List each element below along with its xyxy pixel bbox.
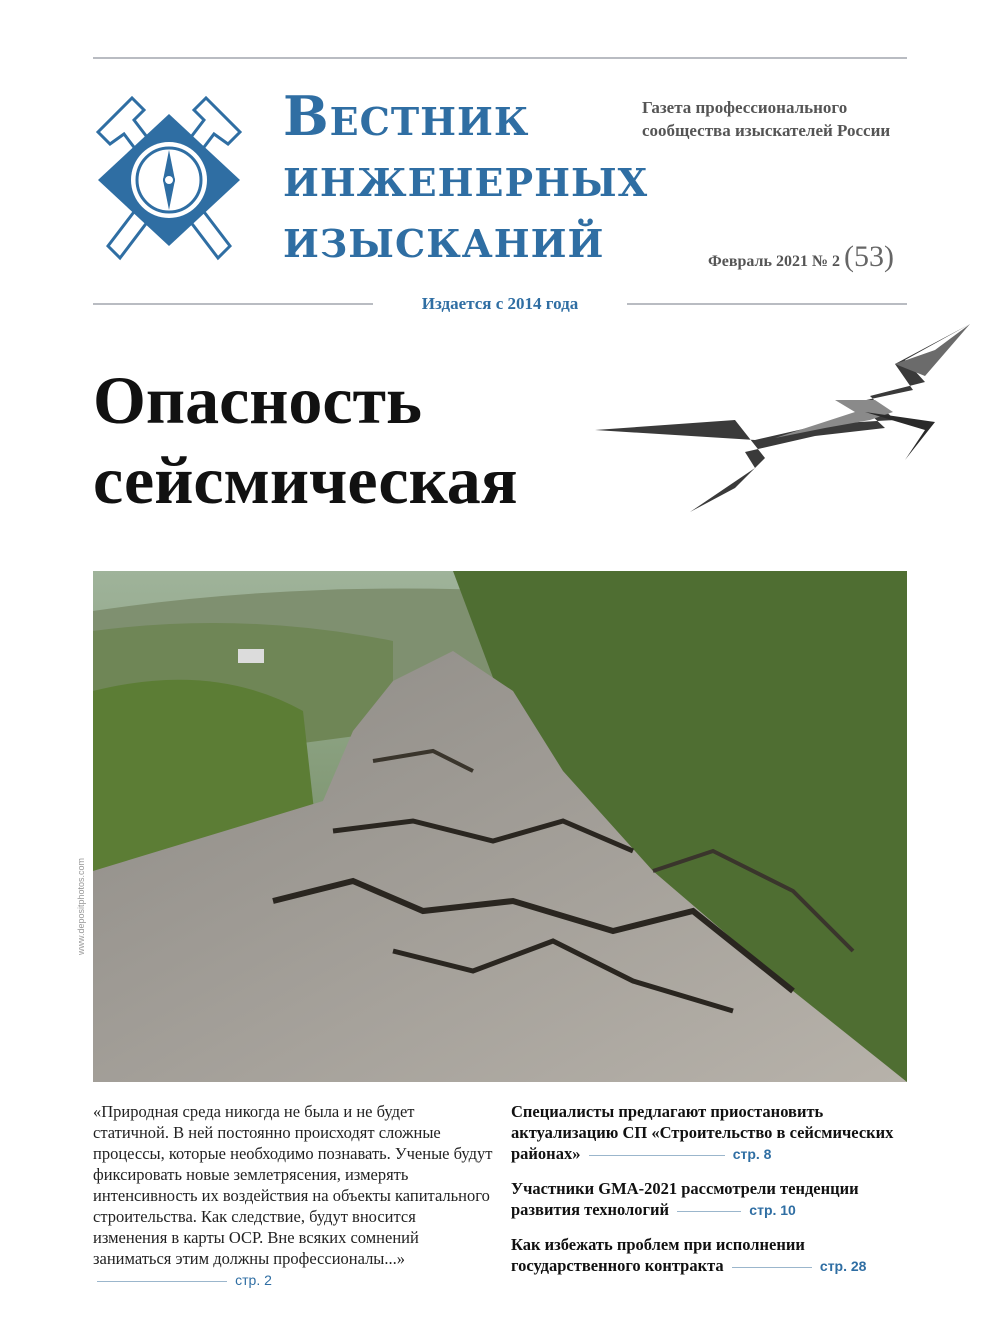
toc-item[interactable] (511, 1234, 911, 1277)
quote-page-link[interactable]: стр. 2 (235, 1272, 272, 1288)
toc-item-title: Специалисты предлагают приостановить актуализацию СП «Строительство в сейсмических районах» (511, 1102, 894, 1163)
logo-emblem-icon (80, 94, 258, 266)
leader-line (97, 1281, 227, 1282)
masthead-tagline: Газета профессионального сообщества изыскателей России (642, 98, 891, 140)
leader-line (732, 1267, 812, 1268)
top-rule (93, 57, 907, 59)
masthead-rule-left (93, 303, 373, 305)
headline-line: Опасность (93, 362, 422, 438)
masthead-title-line: Вестник (283, 84, 530, 148)
headline-line: сейсмическая (93, 442, 518, 518)
issue-info (708, 240, 908, 274)
lead-quote (93, 1101, 493, 1291)
quote-text: «Природная среда никогда не была и не будет статичной. В ней постоянно происходят сложные процессы, которые необходимо познавать. Ученые будут фиксировать новые землетрясения, измерять интенсивность их воздействия на объекты капитального строительства. Как следствие, будут вносится изменения в карты ОСР. Вне всяких сомнений заниматься этим должны профессионалы...» (93, 1102, 493, 1268)
leader-line (589, 1155, 725, 1156)
toc-item-title: Участники GMA-2021 рассмотрели тенденции развития технологий (511, 1179, 859, 1219)
issue-date: Февраль 2021 № 2 (708, 253, 841, 270)
toc-item[interactable] (511, 1101, 911, 1165)
masthead-title-line: инженерных (283, 145, 649, 209)
masthead-rule-right (627, 303, 907, 305)
cracked-road-photo (93, 571, 907, 1082)
toc-item-page[interactable]: стр. 8 (732, 1146, 772, 1162)
issue-number: (53) (844, 240, 895, 273)
masthead-title-line: изысканий (283, 206, 605, 270)
crack-graphic-icon (595, 320, 975, 520)
published-since: Издается с 2014 года (421, 294, 579, 313)
leader-line (677, 1211, 741, 1212)
toc-item[interactable] (511, 1178, 911, 1221)
toc-item-page[interactable]: стр. 10 (749, 1202, 796, 1218)
toc-item-page[interactable]: стр. 28 (819, 1258, 867, 1274)
photo-credit: www.depositphotos.com (76, 857, 86, 955)
toc-item-title: Как избежать проблем при исполнении государственного контракта (511, 1235, 805, 1275)
